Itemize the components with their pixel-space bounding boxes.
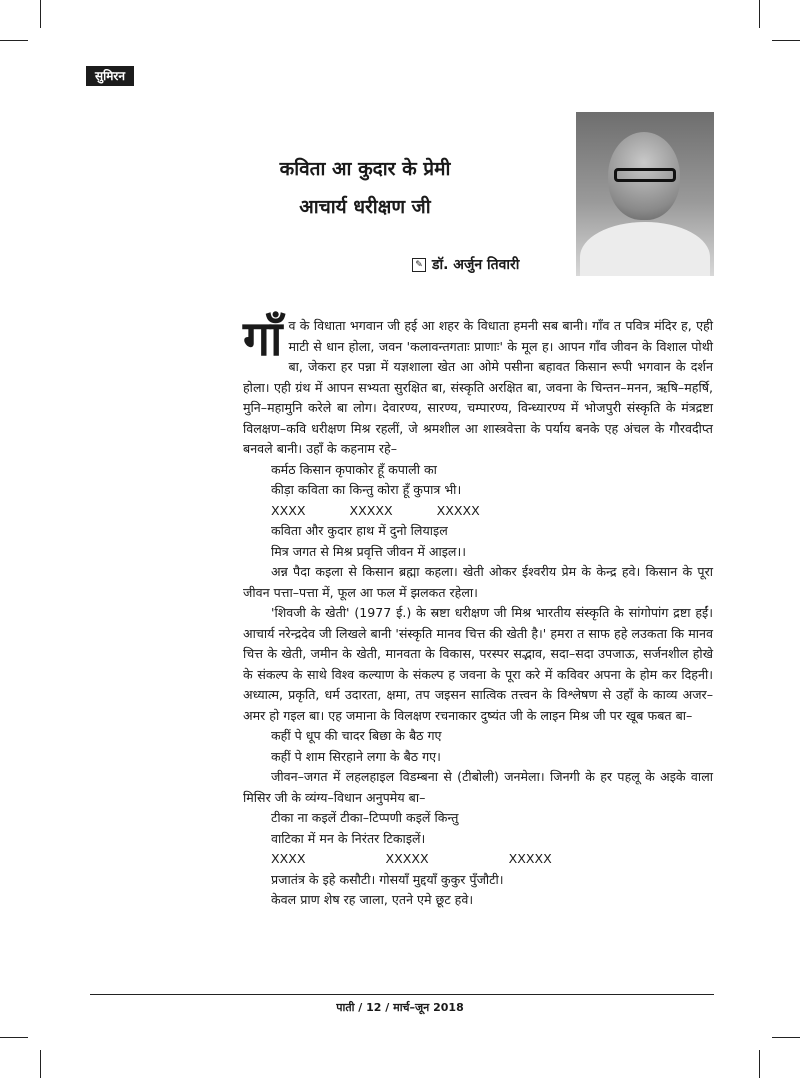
title-line-2: आचार्य धरीक्षण जी xyxy=(299,196,431,218)
author-name: डॉ. अर्जुन तिवारी xyxy=(432,257,520,273)
verse-line: कहीं पे धूप की चादर बिछा के बैठ गए xyxy=(271,728,442,743)
separator-mark: XXXXX xyxy=(349,502,393,518)
separator-marks xyxy=(271,849,713,870)
crop-mark xyxy=(772,40,800,41)
crop-mark xyxy=(0,40,28,41)
crop-mark xyxy=(759,1050,760,1078)
verse-line: केवल प्राण शेष रह जाला, एतने एमे छूट हवे। xyxy=(271,892,474,907)
photo-glasses xyxy=(614,168,676,182)
separator-marks xyxy=(271,501,713,522)
paragraph-1 xyxy=(243,311,713,460)
separator-mark: XXXXX xyxy=(508,851,552,866)
drop-cap: गाँ xyxy=(243,311,283,367)
separator-mark: XXXX xyxy=(271,502,306,518)
section-label: सुमिरन xyxy=(86,66,134,86)
paragraph-3: 'शिवजी के खेती' (1977 ई.) के स्रष्टा धरीक्षण जी मिश्र भारतीय संस्कृति के सांगोपांग द्रष्टा हईं। आचार्य नरेन्द्रदेव जी लिखले बानी 'संस्कृति मानव चित्त की खेती है।' हमरा त साफ हहे लउकता कि मानव चित्त के खेती, जमीन के खेती, मानवता के विकास, परस्पर सद्भाव, सदा–सदा उपजाऊ, सर्जनशील होखे के संकल्प के साथे विश्व कल्याण के संकल्प ह जवना के पूरा करे में कविवर अपना के होम कर दिहनी। अध्यात्म, प्रकृति, धर्म उदारता, क्षमा, तप जइसन सात्विक तत्त्वन के विश्लेषण से उहाँ के काव्य अजर–अमर हो गइल बा। एह जमाना के विलक्षण रचनाकार दुष्यंत जी के लाइन मिश्र जी पर खूब फबत बा– xyxy=(243,605,713,723)
verse-line: कहीं पे शाम सिरहाने लगा के बैठ गए। xyxy=(271,748,441,764)
crop-mark xyxy=(40,1050,41,1078)
pen-icon: ✎ xyxy=(412,258,426,272)
verse-line: टीका ना कइलें टीका–टिप्पणी कइलें किन्तु xyxy=(271,810,459,825)
footer-divider xyxy=(90,994,714,995)
paragraph-4: जीवन–जगत में लहलहाइल विडम्बना से (टीबोली) जनमेला। जिनगी के हर पहलू के अइके वाला मिसिर जी के व्यंग्य–विधान अनुपमेय बा– xyxy=(243,769,713,805)
paragraph-1-text: व के विधाता भगवान जी हई आ शहर के विधाता हमनी सब बानी। गाँव त पवित्र मंदिर ह, एही माटी से धान होला, जवन 'कलावन्तगताः प्राणाः' के मूल ह। आपन गाँव जीवन के विशाल पोथी बा, जेकरा हर पन्ना में यज्ञशाला खेत आ ओमे पसीना बहावत किसान रूपी भगवान के दर्शन होला। एही ग्रंथ में आपन सभ्यता सुरक्षित बा, संस्कृति अरक्षित बा, जवना के चिन्तन–मनन, ऋषि–महर्षि, मुनि–महामुनि करेले बा लोग। देवारण्य, सारण्य, चम्पारण्य, विन्ध्यारण्य में भोजपुरी संस्कृति के मंत्रद्रष्टा विलक्षण–कवि धरीक्षण मिश्र रहलीं, जे श्रमशील आ शास्त्रवेत्ता के पर्याय बनके एह अंचल के गौरवदीप्त बनवले बानी। उहाँ के कहनाम रहे– xyxy=(243,318,713,456)
verse-line: कीड़ा कविता का किन्तु कोरा हूँ कुपात्र भी। xyxy=(271,482,462,497)
verse-line: वाटिका में मन के निरंतर टिकाइलें। xyxy=(271,830,426,846)
author-photo xyxy=(576,112,714,276)
photo-shirt xyxy=(580,222,710,276)
paragraph-2: अन्न पैदा कइला से किसान ब्रह्मा कहला। खेती ओकर ईश्वरीय प्रेम के केन्द्र हवे। किसान के पूरा जीवन पत्ता–पत्ता में, फूल आ फल में झलकत रहेला। xyxy=(243,564,713,600)
separator-mark: XXXXX xyxy=(385,851,429,866)
crop-mark xyxy=(759,0,760,28)
byline xyxy=(412,255,519,274)
verse-line: कर्मठ किसान कृपाकोर हूँ कपाली का xyxy=(271,461,437,477)
article-body xyxy=(243,311,713,911)
verse-line: कविता और कुदार हाथ में दुनो लियाइल xyxy=(271,523,448,538)
separator-mark: XXXX xyxy=(271,851,306,866)
crop-mark xyxy=(0,1037,28,1038)
crop-mark xyxy=(772,1037,800,1038)
crop-mark xyxy=(40,0,41,28)
page-footer: पाती / 12 / मार्च–जून 2018 xyxy=(336,1001,464,1014)
article-title xyxy=(200,150,530,226)
verse-line: प्रजातंत्र के इहे कसौटी। गोसयाँ मुद्दयाँ कुकुर पुँजौटी। xyxy=(271,871,504,887)
separator-mark: XXXXX xyxy=(436,502,480,518)
title-line-1: कविता आ कुदार के प्रेमी xyxy=(279,158,451,180)
verse-line: मित्र जगत से मिश्र प्रवृत्ति जीवन में आइल।। xyxy=(271,543,467,559)
